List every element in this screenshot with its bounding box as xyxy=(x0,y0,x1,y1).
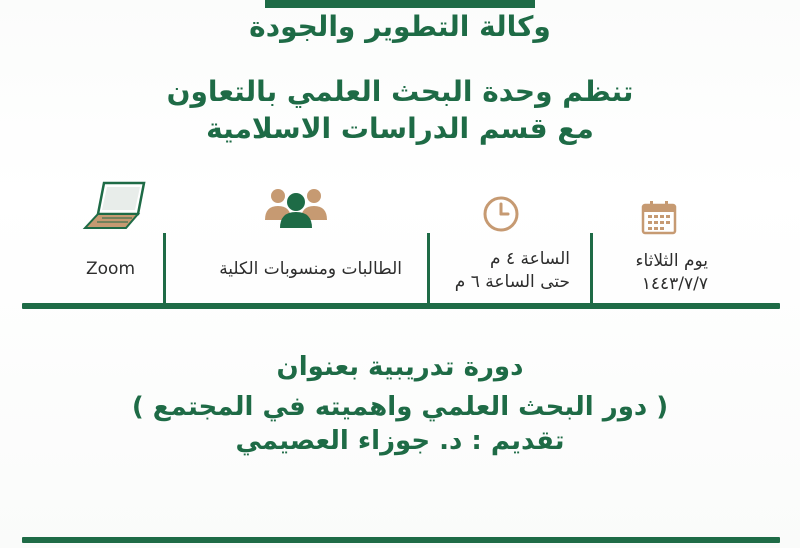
separator-2 xyxy=(427,233,430,303)
bottom-margin xyxy=(0,548,800,560)
separator-3 xyxy=(163,233,166,303)
clock-icon xyxy=(481,194,521,234)
time-cell xyxy=(455,248,570,294)
date-value: ١٤٤٣/٧/٧ xyxy=(641,274,708,294)
organizer-line-1: تنظم وحدة البحث العلمي بالتعاون xyxy=(166,75,634,108)
separator-1 xyxy=(590,233,593,303)
people-icon xyxy=(260,182,332,230)
time-start: الساعة ٤ م xyxy=(490,249,570,269)
calendar-icon xyxy=(641,200,677,236)
course-presenter: تقديم : د. جوزاء العصيمي xyxy=(235,426,565,456)
platform-text: Zoom xyxy=(86,259,136,279)
time-end: حتى الساعة ٦ م xyxy=(454,272,570,292)
divider-rule-bottom xyxy=(22,537,780,543)
date-cell xyxy=(635,250,708,296)
audience-text: الطالبات ومنسوبات الكلية xyxy=(219,259,402,279)
agency-title: وكالة التطوير والجودة xyxy=(249,10,551,43)
course-title: ( دور البحث العلمي واهميته في المجتمع ) xyxy=(131,392,669,422)
laptop-icon xyxy=(82,180,148,232)
audience-cell xyxy=(219,258,402,281)
organizer-line-2: مع قسم الدراسات الاسلامية xyxy=(206,112,594,145)
date-day: يوم الثلاثاء xyxy=(635,251,708,271)
divider-rule-top xyxy=(22,303,780,309)
course-intro: دورة تدريبية بعنوان xyxy=(276,352,524,382)
platform-cell xyxy=(86,258,135,281)
